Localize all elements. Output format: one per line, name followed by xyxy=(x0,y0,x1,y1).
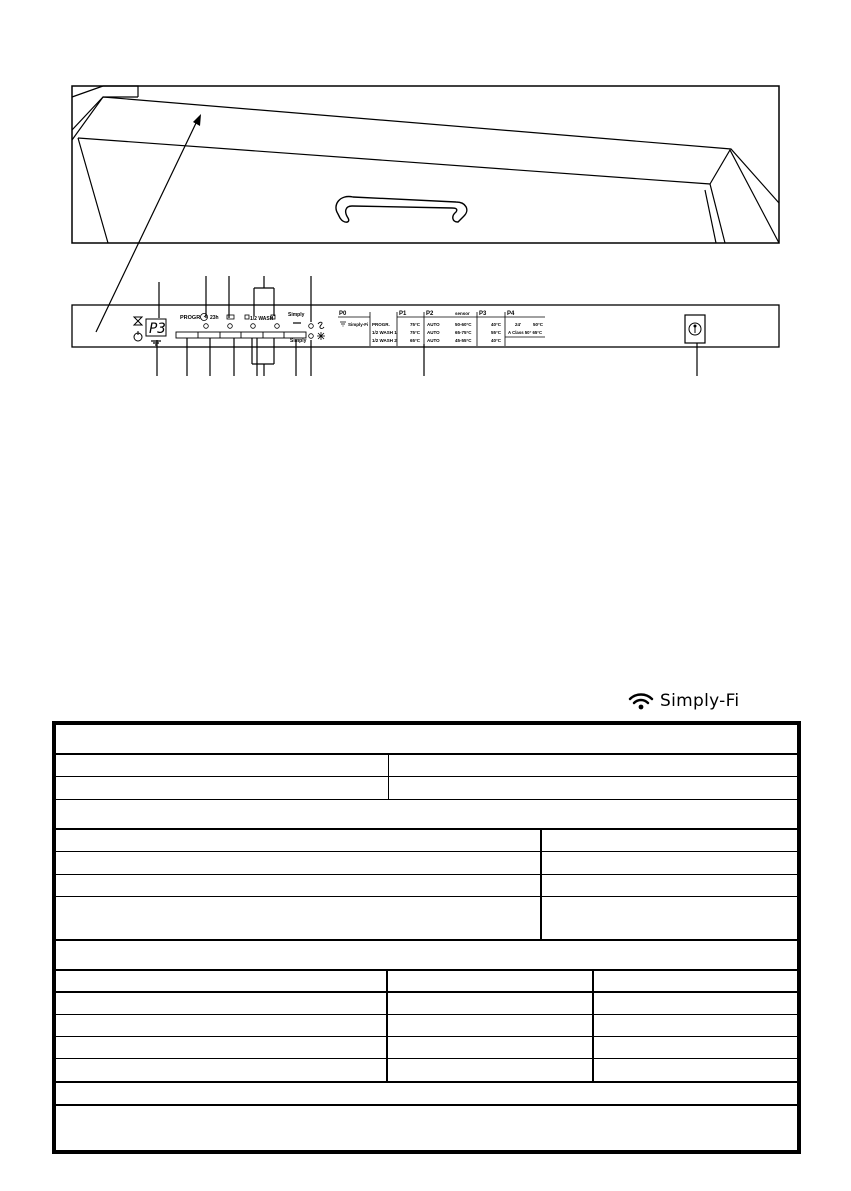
table-cell xyxy=(386,970,388,991)
power-button[interactable] xyxy=(685,315,705,343)
table-section-row xyxy=(56,941,797,971)
door-frame xyxy=(72,86,779,243)
row-label-1: PROGR. xyxy=(372,322,390,327)
p3-value-1: 40°C xyxy=(491,322,502,327)
table-cell xyxy=(386,1059,388,1081)
p2-range-1: 50-60°C xyxy=(455,322,472,327)
program-table xyxy=(338,311,545,346)
table-row xyxy=(56,852,797,875)
display-value: P3 xyxy=(149,321,166,337)
p2-auto-1: AUTO xyxy=(427,322,440,327)
rinse-aid-icon xyxy=(317,332,325,340)
table-cell xyxy=(592,1037,594,1058)
wifi-icon xyxy=(628,691,654,711)
table-row xyxy=(56,1059,797,1083)
p3-header: P3 xyxy=(479,311,487,317)
door-top-edge xyxy=(72,86,138,130)
p4-time: 24' xyxy=(515,322,522,327)
power-cycle-icon xyxy=(134,331,142,341)
table-cell xyxy=(540,897,542,939)
p0-header: P0 xyxy=(339,311,347,317)
button-strip[interactable] xyxy=(176,332,306,338)
p3-value-2: 55°C xyxy=(491,330,502,335)
table-cell xyxy=(540,852,542,874)
p2-sensor-label: sensor xyxy=(455,311,470,316)
p4-header: P4 xyxy=(507,311,515,317)
p2-auto-2: AUTO xyxy=(427,330,440,335)
table-cell xyxy=(388,754,389,776)
table-row xyxy=(56,875,797,897)
row-label-3: 1/2 WASH 2 xyxy=(372,338,397,343)
wifi-small-icon xyxy=(151,341,161,345)
door-front-outline xyxy=(78,138,779,243)
half-wash-label: 1/2 WASH xyxy=(250,316,274,322)
table-header-row xyxy=(56,725,797,755)
table-row xyxy=(56,754,797,777)
p2-range-2: 65-75°C xyxy=(455,330,472,335)
table-cell xyxy=(592,970,594,991)
table-row xyxy=(56,970,797,993)
table-cell xyxy=(386,993,388,1014)
table-cell xyxy=(540,829,542,851)
spec-table xyxy=(52,721,801,1154)
table-cell xyxy=(386,1015,388,1036)
p4-temp: 50°C xyxy=(533,322,544,327)
delay-label: 23h xyxy=(210,315,219,321)
table-row xyxy=(56,829,797,852)
p2-range-3: 45-55°C xyxy=(455,338,472,343)
pointer-arrow xyxy=(96,114,201,332)
row-label-2: 1/2 WASH 1 xyxy=(372,330,397,335)
table-cell xyxy=(592,1059,594,1081)
plate-icon xyxy=(227,315,234,319)
table-cell xyxy=(592,993,594,1014)
salt-icon xyxy=(318,322,324,328)
control-panel xyxy=(72,305,779,347)
p1-value-3: 65°C xyxy=(410,338,421,343)
options-sub-label: Simply xyxy=(290,338,307,344)
table-row xyxy=(56,897,797,941)
table-row xyxy=(56,993,797,1015)
table-section-row xyxy=(56,1083,797,1106)
table-cell xyxy=(540,875,542,896)
door-illustration xyxy=(72,86,779,243)
table-row xyxy=(56,1037,797,1059)
table-row xyxy=(56,777,797,800)
table-cell xyxy=(388,777,389,799)
p2-auto-3: AUTO xyxy=(427,338,440,343)
door-handle xyxy=(336,196,467,222)
options-label: Simply xyxy=(288,312,305,318)
p3-value-3: 40°C xyxy=(491,338,502,343)
table-section-row xyxy=(56,800,797,830)
table-cell xyxy=(386,1037,388,1058)
table-cell xyxy=(592,1015,594,1036)
door-side-outline xyxy=(78,138,108,243)
simply-fi-brand xyxy=(628,690,739,712)
p0-wifi-label: Simply-Fi xyxy=(348,322,369,327)
hourglass-icon xyxy=(134,317,142,325)
p1-value-1: 75°C xyxy=(410,322,421,327)
program-button-label: PROGR. xyxy=(180,315,202,321)
p4-class-label: A Class 50° 65°C xyxy=(508,330,543,335)
p1-header: P1 xyxy=(399,311,407,317)
table-row xyxy=(56,1015,797,1037)
brand-name: Simply-Fi xyxy=(660,691,740,711)
p1-value-2: 75°C xyxy=(410,330,421,335)
door-body-outline xyxy=(72,97,779,203)
p2-header: P2 xyxy=(426,311,434,317)
p0-wifi-icon xyxy=(340,322,346,326)
